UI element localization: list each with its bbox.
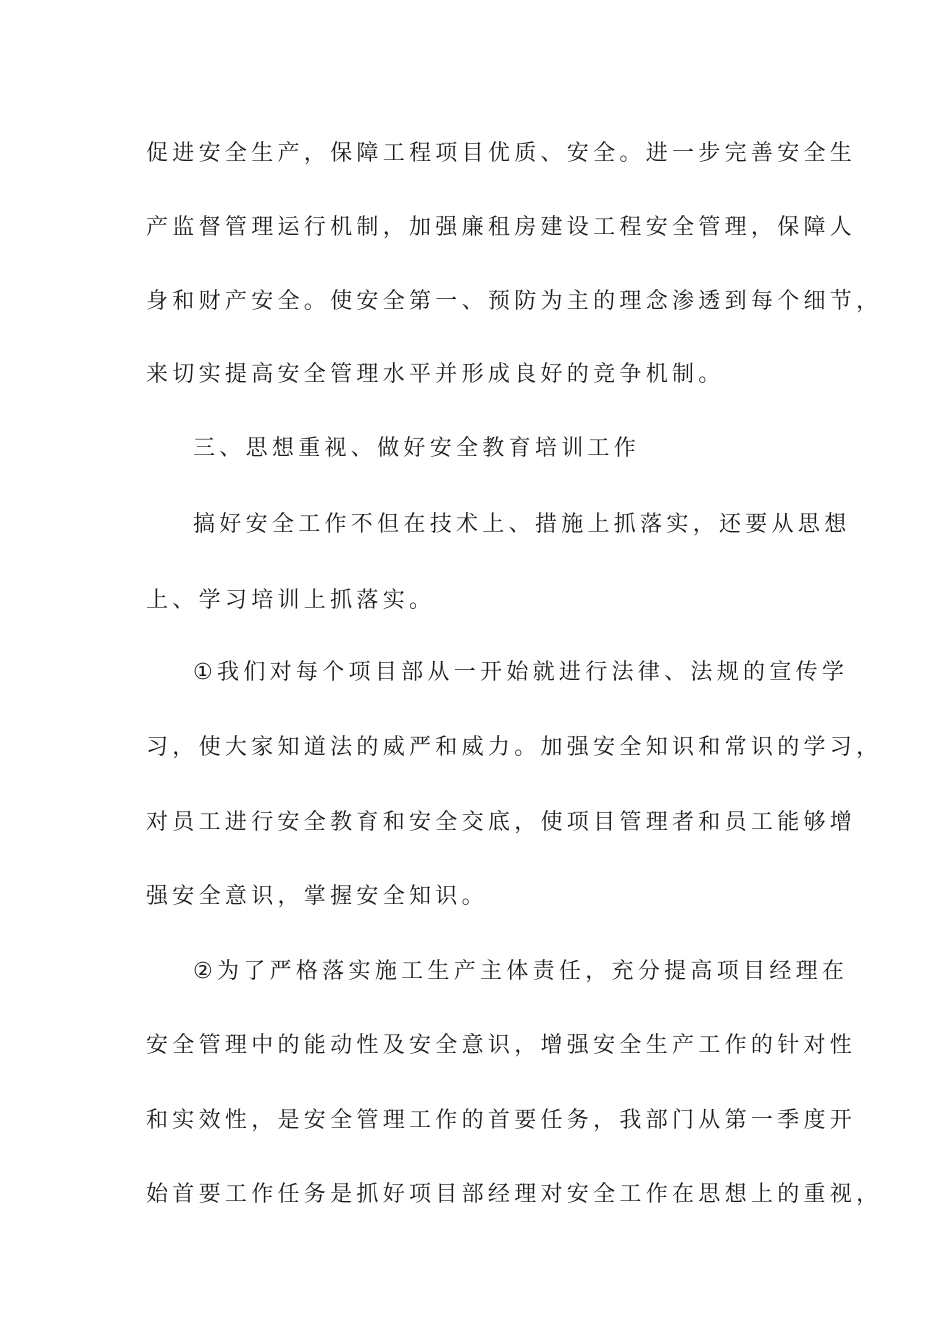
paragraph-line-4: 来切实提高安全管理水平并形成良好的竞争机制。 <box>146 362 725 387</box>
section-heading: 三、思想重视、做好安全教育培训工作 <box>193 436 641 461</box>
paragraph-line-15: 始首要工作任务是抓好项目部经理对安全工作在思想上的重视， <box>146 1182 883 1207</box>
paragraph-line-7: 上、学习培训上抓落实。 <box>146 588 436 613</box>
paragraph-line-11: 强安全意识，掌握安全知识。 <box>146 884 488 909</box>
paragraph-line-10: 对员工进行安全教育和安全交底，使项目管理者和员工能够增 <box>146 810 857 835</box>
paragraph-line-12: ②为了严格落实施工生产主体责任，充分提高项目经理在 <box>193 959 849 984</box>
paragraph-line-6: 搞好安全工作不但在技术上、措施上抓落实，还要从思想 <box>193 512 851 537</box>
paragraph-line-1: 促进安全生产，保障工程项目优质、安全。进一步完善安全生 <box>146 141 857 166</box>
paragraph-line-14: 和实效性，是安全管理工作的首要任务，我部门从第一季度开 <box>146 1108 857 1133</box>
paragraph-line-2: 产监督管理运行机制，加强廉租房建设工程安全管理，保障人 <box>146 215 857 240</box>
paragraph-line-8: ①我们对每个项目部从一开始就进行法律、法规的宣传学 <box>193 660 849 685</box>
paragraph-line-3: 身和财产安全。使安全第一、预防为主的理念渗透到每个细节， <box>146 289 883 314</box>
paragraph-line-13: 安全管理中的能动性及安全意识，增强安全生产工作的针对性 <box>146 1033 857 1058</box>
paragraph-line-9: 习，使大家知道法的威严和威力。加强安全知识和常识的学习， <box>146 735 883 760</box>
